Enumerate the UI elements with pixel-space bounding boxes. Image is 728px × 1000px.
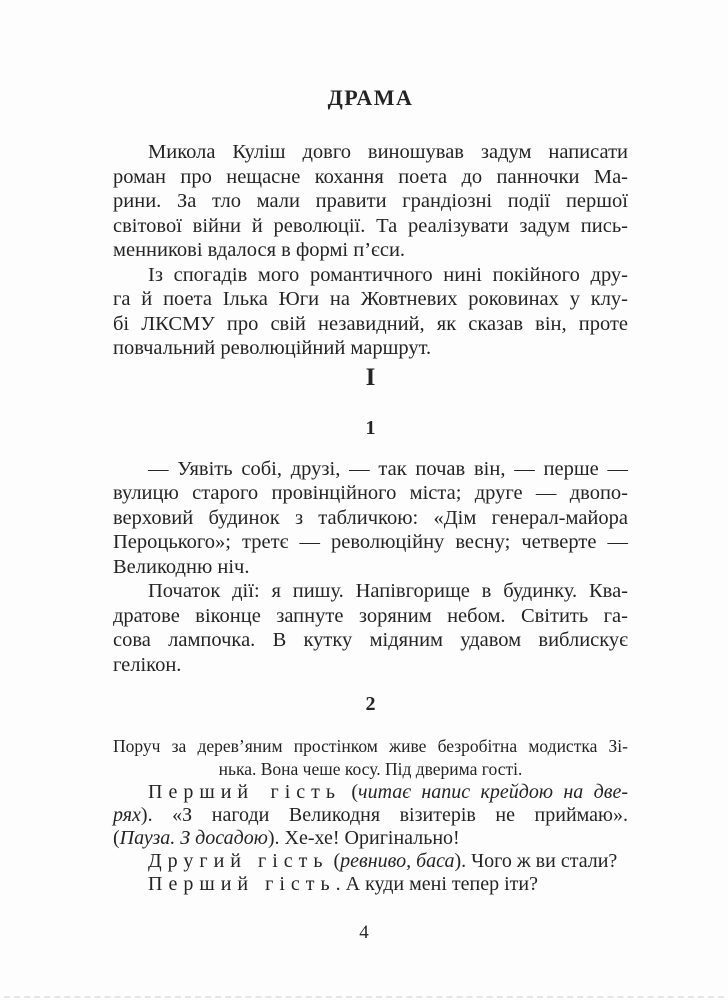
dialogue-text: ( [113,827,120,849]
scene-heading-1: 1 [365,416,376,439]
scene1-paragraph-1-line: вулицю старого провінційного міста; друге — двопо- [113,482,628,504]
scene1-paragraph-1-line: Великодню ніч. [113,555,250,578]
scene1-paragraph-1-line: Пероцького»; третє — революційну весну; четверте — [113,531,628,553]
stage-direction-zinka-line: нька. Вона чеше косу. Під дверима гості. [218,759,523,779]
scene1-paragraph-2 [113,579,628,677]
dialogue-text: ). «З нагоди Великодня візитерів не приймаю». [140,804,628,826]
scan-edge-artifact [4,996,724,998]
stage-note: читає напис крейдою на две- [358,781,628,803]
speaker-name: Другий гість [148,850,329,872]
dialogue-first-guest-1-line [113,804,628,827]
scene-heading-2: 2 [365,693,376,715]
dialogue-text: ). Хе-хе! Оригінально! [267,827,460,849]
dialogue-first-guest-1 [113,781,628,850]
intro-paragraph-1-line: роман про нещасне кохання поета до панночки Ма- [113,165,628,188]
dialogue-first-guest-2 [113,873,628,896]
dialogue-second-guest-line [113,850,628,873]
page-number: 4 [359,922,369,943]
intro-paragraph-1-line: рини. За тло мали правити грандіозні події першої [113,190,628,212]
scene1-paragraph-2-line: Початок дії: я пишу. Напівгорище в будинку. Ква- [148,580,628,602]
intro-paragraph-1-line: світової війни й революції. Та реалізувати задум пись- [113,214,628,237]
stage-note: рях [113,804,141,826]
intro-paragraph-2 [113,263,628,361]
dialogue-second-guest [113,850,628,873]
stage-direction-zinka-line: Поруч за дерев’яним простінком живе безробітна модистка Зі- [113,736,628,756]
stage-note: ревниво, баса [340,850,455,872]
stage-direction-zinka [113,735,628,781]
dialogue-first-guest-2-line [113,873,628,896]
scene1-paragraph-1-line: — Уявіть собі, друзі, — так почав він, — перше — [148,457,628,480]
dialogue-text: ( [328,850,341,872]
intro-paragraph-1 [113,140,628,263]
scene1-paragraph-2-line: гелікон. [113,653,182,676]
scene1-paragraph-2-line: сова лампочка. В кутку мідяним удавом виблискує [113,629,628,651]
intro-paragraph-2-line: бі ЛКСМУ про свій незавидний, як сказав він, проте [113,312,628,335]
scene1-paragraph-2-line: дратове віконце запнуте зоряним небом. Світить га- [113,604,628,627]
dialogue-text: ). Чого ж ви стали? [454,850,618,872]
intro-paragraph-1-line: менникові вдалося в формі п’єси. [113,239,406,261]
intro-paragraph-2-line: повчальний революційний маршрут. [113,337,432,359]
scene1-paragraph-1 [113,457,628,580]
speaker-name: Перший гість [148,873,336,895]
act-heading: I [365,363,376,391]
dialogue-text: . А куди мені тепер іти? [335,873,538,895]
dialogue-text: ( [341,781,359,803]
chapter-heading: ДРАМА [327,85,414,110]
speaker-name: Перший гість [148,781,341,803]
intro-paragraph-2-line: га й поета Ілька Юги на Жовтневих роковинах у клу- [113,288,628,310]
stage-note: Пауза. З досадою [119,827,268,849]
dialogue-first-guest-1-line [113,827,628,850]
dialogue-first-guest-1-line [113,781,628,804]
intro-paragraph-2-line: Із спогадів мого романтичного нині покійного дру- [148,263,628,286]
text-flow [113,86,628,896]
scene1-paragraph-1-line: верховий будинок з табличкою: «Дім генерал-майора [113,506,628,529]
intro-paragraph-1-line: Микола Куліш довго виношував задум написати [148,141,628,163]
